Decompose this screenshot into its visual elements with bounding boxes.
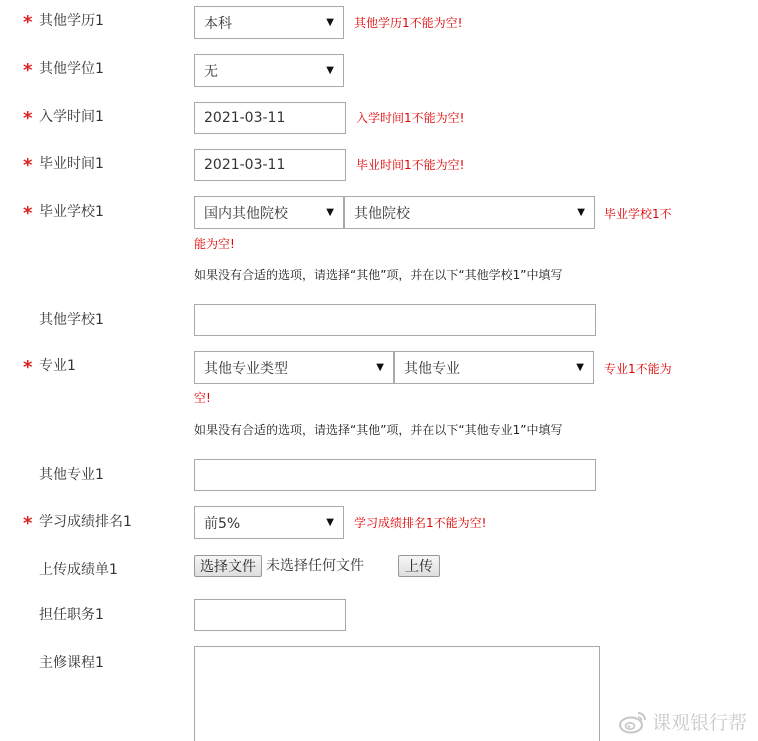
required-mark: *: [23, 203, 33, 224]
other-education-error: 其他学历1不能为空!: [354, 16, 463, 30]
required-mark: *: [23, 357, 33, 378]
select-value: 前5%: [204, 515, 241, 532]
watermark-text: 课观银行帮: [652, 712, 748, 734]
major-error-line2: 空!: [194, 391, 211, 405]
select-value: 其他专业: [404, 360, 460, 377]
enroll-date-error: 入学时间1不能为空!: [356, 111, 465, 125]
grad-date-error: 毕业时间1不能为空!: [356, 158, 465, 172]
transcript-label: 上传成绩单1: [39, 562, 118, 578]
other-education-select[interactable]: [194, 6, 344, 39]
chevron-down-icon: ▼: [326, 65, 334, 76]
choose-file-button[interactable]: 选择文件: [194, 555, 262, 577]
chevron-down-icon: ▼: [577, 207, 585, 218]
courses-textarea[interactable]: [194, 646, 600, 741]
grad-school-error-line2: 能为空!: [194, 237, 235, 251]
watermark: [618, 708, 747, 735]
other-education-label: 其他学历1: [39, 13, 104, 29]
select-value: 其他院校: [354, 205, 410, 222]
major-type-select[interactable]: [194, 351, 394, 384]
chevron-down-icon: ▼: [326, 517, 334, 528]
grad-date-input[interactable]: 2021-03-11: [194, 149, 346, 181]
major-name-select[interactable]: [394, 351, 594, 384]
rank-label: 学习成绩排名1: [39, 514, 132, 530]
school-name-select[interactable]: [344, 196, 595, 229]
rank-select[interactable]: [194, 506, 344, 539]
select-value: 国内其他院校: [204, 205, 288, 222]
required-mark: *: [23, 108, 33, 129]
major-label: 专业1: [39, 358, 76, 374]
other-school-input[interactable]: [194, 304, 596, 336]
upload-button[interactable]: 上传: [398, 555, 440, 577]
other-school-label: 其他学校1: [39, 312, 104, 328]
required-mark: *: [23, 513, 33, 534]
no-file-text: 未选择任何文件: [266, 558, 364, 574]
other-major-input[interactable]: [194, 459, 596, 491]
grad-school-hint: 如果没有合适的选项，请选择“其他”项，并在以下“其他学校1”中填写: [194, 268, 563, 282]
major-hint: 如果没有合适的选项，请选择“其他”项，并在以下“其他专业1”中填写: [194, 423, 563, 437]
weibo-logo-icon: [618, 710, 648, 734]
required-mark: *: [23, 12, 33, 33]
chevron-down-icon: ▼: [326, 17, 334, 28]
grad-school-label: 毕业学校1: [39, 204, 104, 220]
school-type-select[interactable]: [194, 196, 344, 229]
select-value: 其他专业类型: [204, 360, 288, 377]
enroll-date-label: 入学时间1: [39, 109, 104, 125]
other-degree-select[interactable]: [194, 54, 344, 87]
required-mark: *: [23, 155, 33, 176]
grad-school-error-line1: 毕业学校1不: [604, 207, 672, 221]
position-label: 担任职务1: [39, 607, 104, 623]
select-value: 本科: [204, 15, 232, 32]
chevron-down-icon: ▼: [326, 207, 334, 218]
position-input[interactable]: [194, 599, 346, 631]
other-major-label: 其他专业1: [39, 467, 104, 483]
rank-error: 学习成绩排名1不能为空!: [354, 516, 487, 530]
other-degree-label: 其他学位1: [39, 61, 104, 77]
chevron-down-icon: ▼: [376, 362, 384, 373]
select-value: 无: [204, 63, 218, 80]
grad-date-label: 毕业时间1: [39, 156, 104, 172]
chevron-down-icon: ▼: [576, 362, 584, 373]
courses-label: 主修课程1: [39, 655, 104, 671]
required-mark: *: [23, 60, 33, 81]
major-error-line1: 专业1不能为: [604, 362, 672, 376]
enroll-date-input[interactable]: 2021-03-11: [194, 102, 346, 134]
